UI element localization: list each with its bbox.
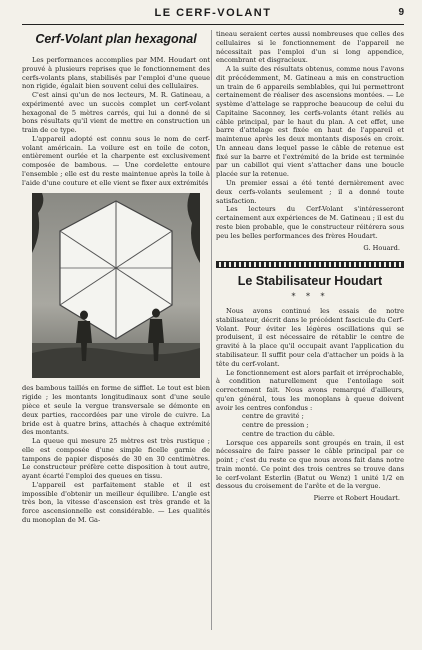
article-title-stabilisateur: Le Stabilisateur Houdart bbox=[237, 274, 383, 289]
ornament-stars: * * * bbox=[291, 292, 329, 302]
paragraph: Lorsque ces appareils sont groupés en train, il est nécessaire de faire passer le câble principal par ce point ; c'est du reste ce que nous avons fait dans notre train monté. Ce point des trois centres se trouve dans le cerf-volant Esterlin (Batut ou Wenz) 1 unité 1/2 en dessous du croisement de l'arête et de la vergue. bbox=[216, 438, 404, 491]
kite-photograph bbox=[32, 193, 200, 378]
paragraph: des bambous taillés en forme de sifflet. Le tout est bien rigide ; les montants longitudinaux sont d'une seule pièce et seule la vergue transversale se démonte en deux parties, raccordées par une virole de cuivre. La bride est à quatre brins, attachés à chaque extrémité des montants. bbox=[22, 384, 210, 437]
paragraph: Les lecteurs du Cerf-Volant s'intéresseront certainement aux expériences de M. Gatineau ; il est du reste bien probable, que le constructeur réitérera sous peu les belles performances des frères Houdart. bbox=[216, 205, 404, 240]
author-signature: G. Houard. bbox=[363, 244, 400, 253]
centres-list bbox=[216, 412, 404, 438]
paragraph: tineau seraient certes aussi nombreuses que celles des cellulaires si le fonctionnement de l'appareil ne nécessitait pas l'emploi d'un si long appendice, encombrant et disgracieux. bbox=[216, 30, 404, 65]
list-item: centre de gravité ; bbox=[242, 412, 304, 421]
left-column bbox=[22, 30, 210, 525]
section-separator bbox=[216, 261, 404, 268]
running-title: LE CERF-VOLANT bbox=[154, 7, 272, 19]
right-column bbox=[216, 30, 404, 503]
paragraph: Nous avons continué les essais de notre stabilisateur, décrit dans le précédent fascicule du Cerf-Volant. Pour éviter les légères oscillations qui se produisent, il est nécessaire de rétablir le centre de gravité à la place qu'il occupait avant l'application du stabilisateur. Il suffit pour cela d'attacher un poids à la tête du cerf-volant. bbox=[216, 307, 404, 368]
paragraph: A la suite des résultats obtenus, comme nous l'avons dit précédemment, M. Gatineau a mis en construction un train de 6 appareils semblables, qui lui permettront certainement de réaliser des ascensions montées. — Le système d'attelage se rapproche beaucoup de celui du Capitaine Saconney, les cerfs-volants étant reliés au câble principal, par le haut du plan. A cet effet, une barre d'attelage est fixée en haut de l'appareil et maintenue après les deux montants disposés en croix. Un anneau dans lequel passe le câble de retenue est fixé sur la barre et l'extrémité de la bride est terminée par un cabillot qui vient s'attacher dans une boucle placée sur la retenue. bbox=[216, 65, 404, 179]
page-number: 9 bbox=[398, 7, 404, 18]
paragraph: L'appareil adopté est connu sous le nom de cerf-volant américain. La voilure est en toile de coton, entièrement ourlée et la charpente est exclusivement composée de bambous. — Une cordelette entoure l'ensemble ; elle est du reste maintenue après la toile à l'aide d'une couture et elle vient se fixer aux extrémités bbox=[22, 134, 210, 187]
paragraph: C'est ainsi qu'un de nos lecteurs, M. R. Gatineau, a expérimenté avec un succès complet un cerf-volant hexagonal de 5 mètres carrés, qui lui a donné de si bons résultats qu'il vient de mettre en construction un train de ce type. bbox=[22, 91, 210, 135]
paragraph: Les performances accomplies par MM. Houdart ont prouvé à plusieurs reprises que le fonctionnement des cerfs-volants plans, stabilisés par l'emploi d'une queue non rigide, égalait bien souvent celui des cellulaires. bbox=[22, 56, 210, 91]
author-signature: Pierre et Robert Houdart. bbox=[313, 494, 400, 503]
paragraph: La queue qui mesure 25 mètres est très rustique ; elle est composée d'une simple ficelle garnie de tampons de papier disposés de 30 en 30 centimètres. Le constructeur préfère cette disposition à tout autre, ayant écarté l'emploi des queues en tissu. bbox=[22, 437, 210, 481]
article-title-hexagonal: Cerf-Volant plan hexagonal bbox=[35, 32, 197, 46]
list-item: centre de pression ; bbox=[242, 421, 309, 430]
paragraph: Un premier essai a été tenté dernièrement avec deux cerfs-volants seulement ; il a donné toute satisfaction. bbox=[216, 179, 404, 205]
paragraph: Le fonctionnement est alors parfait et irréprochable, à condition naturellement que l'entoilage soit correctement fait. Nous avons remarqué d'ailleurs, qu'en général, tous les monoplans à queue doivent avoir les centres confondus : bbox=[216, 368, 404, 412]
column-divider bbox=[211, 30, 212, 630]
list-item: centre de traction du câble. bbox=[242, 429, 335, 438]
page-header bbox=[22, 4, 404, 25]
paragraph: L'appareil est parfaitement stable et il est impossible d'obtenir un meilleur équilibre. L'angle est très bon, la vitesse d'ascension est très grande et la force ascensionnelle est considérable. — Les qualités du monoplan de M. Ga- bbox=[22, 480, 210, 524]
